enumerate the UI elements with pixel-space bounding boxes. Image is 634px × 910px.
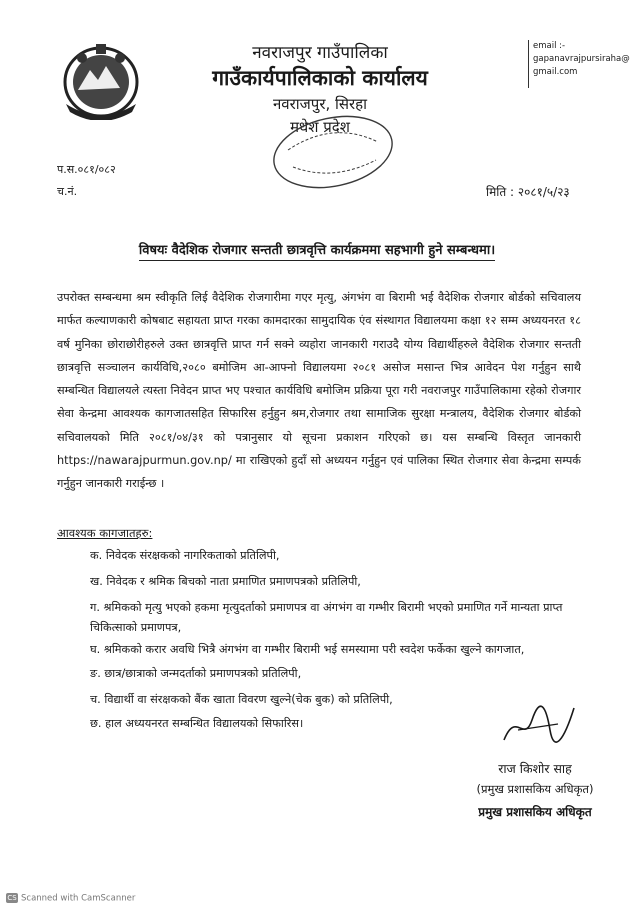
scanner-text: Scanned with CamScanner xyxy=(21,893,136,904)
requirement-item: घ. श्रमिकको करार अवधि भित्रै अंगभंग वा गम्भीर बिरामी भई समस्यामा परी स्वदेश फर्केका खुल्ने कागजात, xyxy=(90,643,525,656)
body-paragraph: उपरोक्त सम्बन्धमा श्रम स्वीकृति लिई वैदेशिक रोजगारीमा गएर मृत्यु, अंगभंग वा बिरामी भई वैदेशिक रोजगार बोर्डको सचिवालय मार्फत कल्याणकारी कोषबाट सहायता प्राप्त गरका कामदारका सामुदायिक एंव संस्थागत विद्यालयमा कक्षा १२ सम्म अध्ययनरत १८ वर्ष मुनिका छोराछोरीहरुले उक्त छात्रवृत्ति प्राप्त गर्न सक्ने व्यहोरा जानकारी गराउदै योग्य विद्यार्थीहरुले वैदेशिक रोजगार सन्तती छात्रवृत्ति सञ्चालन कार्यविधि,२०८० बमोजिम आ-आफ्नो विद्यालयमा २०८१ असोज मसान्त भित्र आवेदन पेश गर्नुहुन साथै सम्बन्धित विद्यालयले त्यस्ता निवेदन प्राप्त भए पश्चात कार्यविधि बमोजिम प्रक्रिया पूरा गरी नवराजपुर गाउँपालिकामा रहेको रोजगार सेवा केन्द्रमा आवश्यक कागजातसहित सिफारिस हर्नुहुन श्रम,रोजगार तथा सामाजिक सुरक्षा मन्त्रालय, वैदेशिक रोजगार बोर्डको सचिवालयको मिति २०८१/०४/३१ को पत्रानुसार यो सूचना प्रकाशन गरिएको छ। यस सम्बन्धि विस्तृत जानकारी https://nawarajpurmun.gov.np/ मा राखिएको हुदाँ सो अध्ययन गर्नुहुन एवं पालिका स्थित रोजगार सेवा केन्द्रमा सम्पर्क गर्नुहुन जानकारी गराईन्छ । xyxy=(57,291,581,491)
requirements-heading: आवश्यक कागजातहरु: xyxy=(57,526,153,540)
office-stamp-icon xyxy=(268,112,398,192)
office-province: मधेश प्रदेश xyxy=(290,118,350,136)
requirement-item: ङ. छात्र/छात्राको जन्मदर्ताको प्रमाणपत्रको प्रतिलिपी, xyxy=(90,667,302,680)
signatory-name: राज किशोर साह xyxy=(498,761,572,776)
signatory-stamp-title: प्रमुख प्रशासकिय अधिकृत xyxy=(478,805,592,819)
office-address: नवराजपुर, सिरहा xyxy=(272,95,368,113)
signature-icon xyxy=(498,700,578,750)
office-name: गाउँकार्यपालिकाको कार्यालय xyxy=(212,66,428,90)
letter-date: मिति : २०८१/५/२३ xyxy=(486,185,570,199)
requirement-item: ख. निवेदक र श्रमिक बिचको नाता प्रमाणित प्रमाणपत्रको प्रतिलिपी, xyxy=(90,575,361,588)
email-label: email :- xyxy=(533,41,566,51)
subject-text: विषयः वैदेशिक रोजगार सन्तती छात्रवृत्ति कार्यक्रममा सहभागी हुने सम्बन्धमा। xyxy=(139,243,495,261)
email-address-line2: gmail.com xyxy=(533,67,578,77)
camscanner-badge: CS xyxy=(7,894,17,902)
dispatch-number: च.नं. xyxy=(57,185,78,198)
requirement-item: ग. श्रमिकको मृत्यु भएको हकमा मृत्युदर्ताको प्रमाणपत्र वा अंगभंग वा गम्भीर बिरामी भएको प्रमाणित गर्ने मान्यता प्राप्त चिकित्साको प्रमाणपत्र, xyxy=(90,601,563,634)
requirement-item: च. विद्यार्थी वा संरक्षकको बैंक खाता विवरण खुल्ने(चेक बुक) को प्रतिलिपी, xyxy=(90,693,393,706)
fiscal-year-ref: प.स.०८१/०८२ xyxy=(57,163,116,176)
email-block xyxy=(528,40,630,88)
municipality-name: नवराजपुर गाउँपालिका xyxy=(252,43,388,63)
email-address-line1: gapanavrajpursiraha@ xyxy=(533,54,630,64)
requirement-item: क. निवेदक संरक्षकको नागरिकताको प्रतिलिपी, xyxy=(90,549,280,562)
scanner-watermark xyxy=(6,893,135,904)
signatory-title: (प्रमुख प्रशासकिय अधिकृत) xyxy=(476,782,594,796)
nepal-emblem-icon xyxy=(58,40,144,120)
subject-line xyxy=(60,240,574,258)
requirement-item: छ. हाल अध्ययनरत सम्बन्धित विद्यालयको सिफारिस। xyxy=(90,717,304,730)
